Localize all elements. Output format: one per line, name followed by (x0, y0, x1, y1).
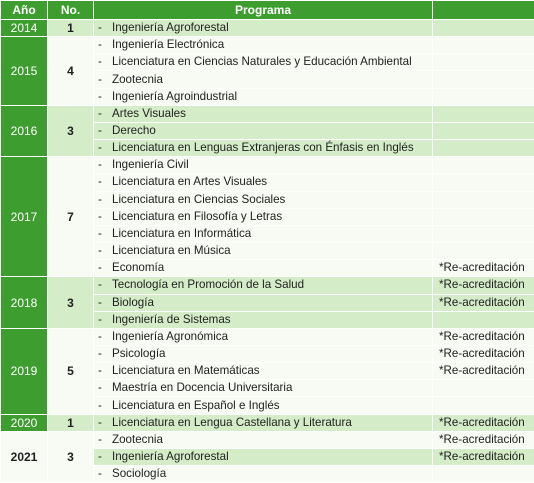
program-cell (94, 414, 433, 431)
bullet-dash: - (98, 277, 112, 293)
reaccreditation-note (433, 37, 534, 54)
program-cell (94, 157, 433, 174)
bullet-dash: - (98, 449, 112, 465)
program-name: Psicología (112, 347, 166, 360)
count-cell: 3 (48, 277, 94, 328)
bullet-dash: - (98, 140, 112, 156)
reaccreditation-note (433, 88, 534, 105)
bullet-dash: - (98, 432, 112, 448)
program-cell (94, 174, 433, 191)
program-name: Ingeniería de Sistemas (112, 313, 231, 326)
reaccreditation-note (433, 122, 534, 139)
table-row (1, 431, 534, 448)
program-cell (94, 466, 433, 483)
table-row (1, 20, 534, 37)
program-name: Economía (112, 261, 164, 274)
program-cell (94, 397, 433, 414)
reaccreditation-note (433, 208, 534, 225)
bullet-dash: - (98, 363, 112, 379)
reaccreditation-note (433, 105, 534, 122)
program-cell (94, 37, 433, 54)
bullet-dash: - (98, 72, 112, 88)
bullet-dash: - (98, 346, 112, 362)
reaccreditation-note: *Re-acreditación (433, 414, 534, 431)
reaccreditation-note (433, 191, 534, 208)
header-count: No. (48, 1, 94, 20)
reaccreditation-note (433, 466, 534, 483)
program-name: Zootecnia (112, 73, 163, 86)
reaccreditation-note (433, 243, 534, 260)
reaccreditation-note (433, 54, 534, 71)
year-cell: 2015 (1, 37, 48, 106)
header-program: Programa (94, 1, 433, 20)
program-name: Licenciatura en Música (112, 244, 231, 257)
table-row (1, 414, 534, 431)
bullet-dash: - (98, 312, 112, 328)
program-cell (94, 380, 433, 397)
bullet-dash: - (98, 329, 112, 345)
reaccreditation-note (433, 174, 534, 191)
year-cell: 2016 (1, 105, 48, 156)
bullet-dash: - (98, 466, 112, 482)
bullet-dash: - (98, 20, 112, 36)
program-name: Sociología (112, 467, 166, 480)
program-cell (94, 71, 433, 88)
program-name: Ingeniería Agroforestal (112, 450, 229, 463)
program-cell (94, 260, 433, 277)
table-row (1, 277, 534, 294)
bullet-dash: - (98, 174, 112, 190)
program-name: Licenciatura en Artes Visuales (112, 175, 267, 188)
reaccreditation-note (433, 225, 534, 242)
program-cell (94, 243, 433, 260)
reaccreditation-note: *Re-acreditación (433, 277, 534, 294)
program-name: Maestría en Docencia Universitaria (112, 381, 292, 394)
program-name: Ingeniería Agroindustrial (112, 90, 237, 103)
program-cell (94, 88, 433, 105)
reaccreditation-note: *Re-acreditación (433, 448, 534, 465)
program-cell (94, 191, 433, 208)
program-name: Ingeniería Agronómica (112, 330, 228, 343)
program-name: Licenciatura en Filosofía y Letras (112, 210, 282, 223)
bullet-dash: - (98, 37, 112, 53)
reaccreditation-note: *Re-acreditación (433, 328, 534, 345)
count-cell: 1 (48, 414, 94, 431)
reaccreditation-note (433, 397, 534, 414)
count-cell: 4 (48, 37, 94, 106)
program-cell (94, 431, 433, 448)
program-name: Derecho (112, 124, 156, 137)
bullet-dash: - (98, 106, 112, 122)
header-note (433, 1, 534, 20)
program-name: Ingeniería Electrónica (112, 38, 224, 51)
table-row (1, 157, 534, 174)
bullet-dash: - (98, 209, 112, 225)
program-name: Licenciatura en Ciencias Naturales y Educación Ambiental (112, 55, 412, 68)
reaccreditation-note (433, 71, 534, 88)
reaccreditation-note (433, 311, 534, 328)
year-cell: 2018 (1, 277, 48, 328)
year-cell: 2021 (1, 431, 48, 482)
reaccreditation-note (433, 140, 534, 157)
bullet-dash: - (98, 260, 112, 276)
reaccreditation-note (433, 157, 534, 174)
reaccreditation-note (433, 20, 534, 37)
program-cell (94, 363, 433, 380)
program-cell (94, 208, 433, 225)
bullet-dash: - (98, 398, 112, 414)
reaccreditation-note: *Re-acreditación (433, 363, 534, 380)
program-name: Ingeniería Civil (112, 158, 189, 171)
program-name: Licenciatura en Lenguas Extranjeras con Énfasis en Inglés (112, 141, 414, 154)
program-cell (94, 105, 433, 122)
reaccreditation-note: *Re-acreditación (433, 431, 534, 448)
header-row (1, 1, 534, 20)
bullet-dash: - (98, 54, 112, 70)
program-cell (94, 448, 433, 465)
program-cell (94, 20, 433, 37)
program-cell (94, 328, 433, 345)
program-name: Artes Visuales (112, 107, 186, 120)
program-cell (94, 122, 433, 139)
table-row (1, 328, 534, 345)
year-cell: 2017 (1, 157, 48, 277)
count-cell: 3 (48, 431, 94, 482)
header-year: Año (1, 1, 48, 20)
bullet-dash: - (98, 157, 112, 173)
table-body (1, 20, 534, 483)
reaccreditation-note: *Re-acreditación (433, 345, 534, 362)
program-cell (94, 225, 433, 242)
program-name: Ingeniería Agroforestal (112, 21, 229, 34)
reaccreditation-note: *Re-acreditación (433, 260, 534, 277)
count-cell: 1 (48, 20, 94, 37)
table-row (1, 37, 534, 54)
bullet-dash: - (98, 123, 112, 139)
year-cell: 2014 (1, 20, 48, 37)
program-name: Tecnología en Promoción de la Salud (112, 278, 304, 291)
program-cell (94, 54, 433, 71)
program-cell (94, 345, 433, 362)
program-name: Biología (112, 296, 154, 309)
bullet-dash: - (98, 243, 112, 259)
program-name: Licenciatura en Informática (112, 227, 251, 240)
program-name: Licenciatura en Lengua Castellana y Literatura (112, 416, 352, 429)
count-cell: 7 (48, 157, 94, 277)
bullet-dash: - (98, 380, 112, 396)
program-cell (94, 140, 433, 157)
program-name: Licenciatura en Español e Inglés (112, 399, 280, 412)
program-name: Licenciatura en Ciencias Sociales (112, 193, 285, 206)
count-cell: 3 (48, 105, 94, 156)
bullet-dash: - (98, 89, 112, 105)
program-cell (94, 277, 433, 294)
bullet-dash: - (98, 295, 112, 311)
program-cell (94, 294, 433, 311)
reaccreditation-note (433, 380, 534, 397)
bullet-dash: - (98, 226, 112, 242)
program-name: Zootecnia (112, 433, 163, 446)
bullet-dash: - (98, 192, 112, 208)
program-name: Licenciatura en Matemáticas (112, 364, 260, 377)
year-cell: 2019 (1, 328, 48, 414)
table-row (1, 105, 534, 122)
year-cell: 2020 (1, 414, 48, 431)
reaccreditation-note: *Re-acreditación (433, 294, 534, 311)
program-cell (94, 311, 433, 328)
count-cell: 5 (48, 328, 94, 414)
bullet-dash: - (98, 415, 112, 431)
